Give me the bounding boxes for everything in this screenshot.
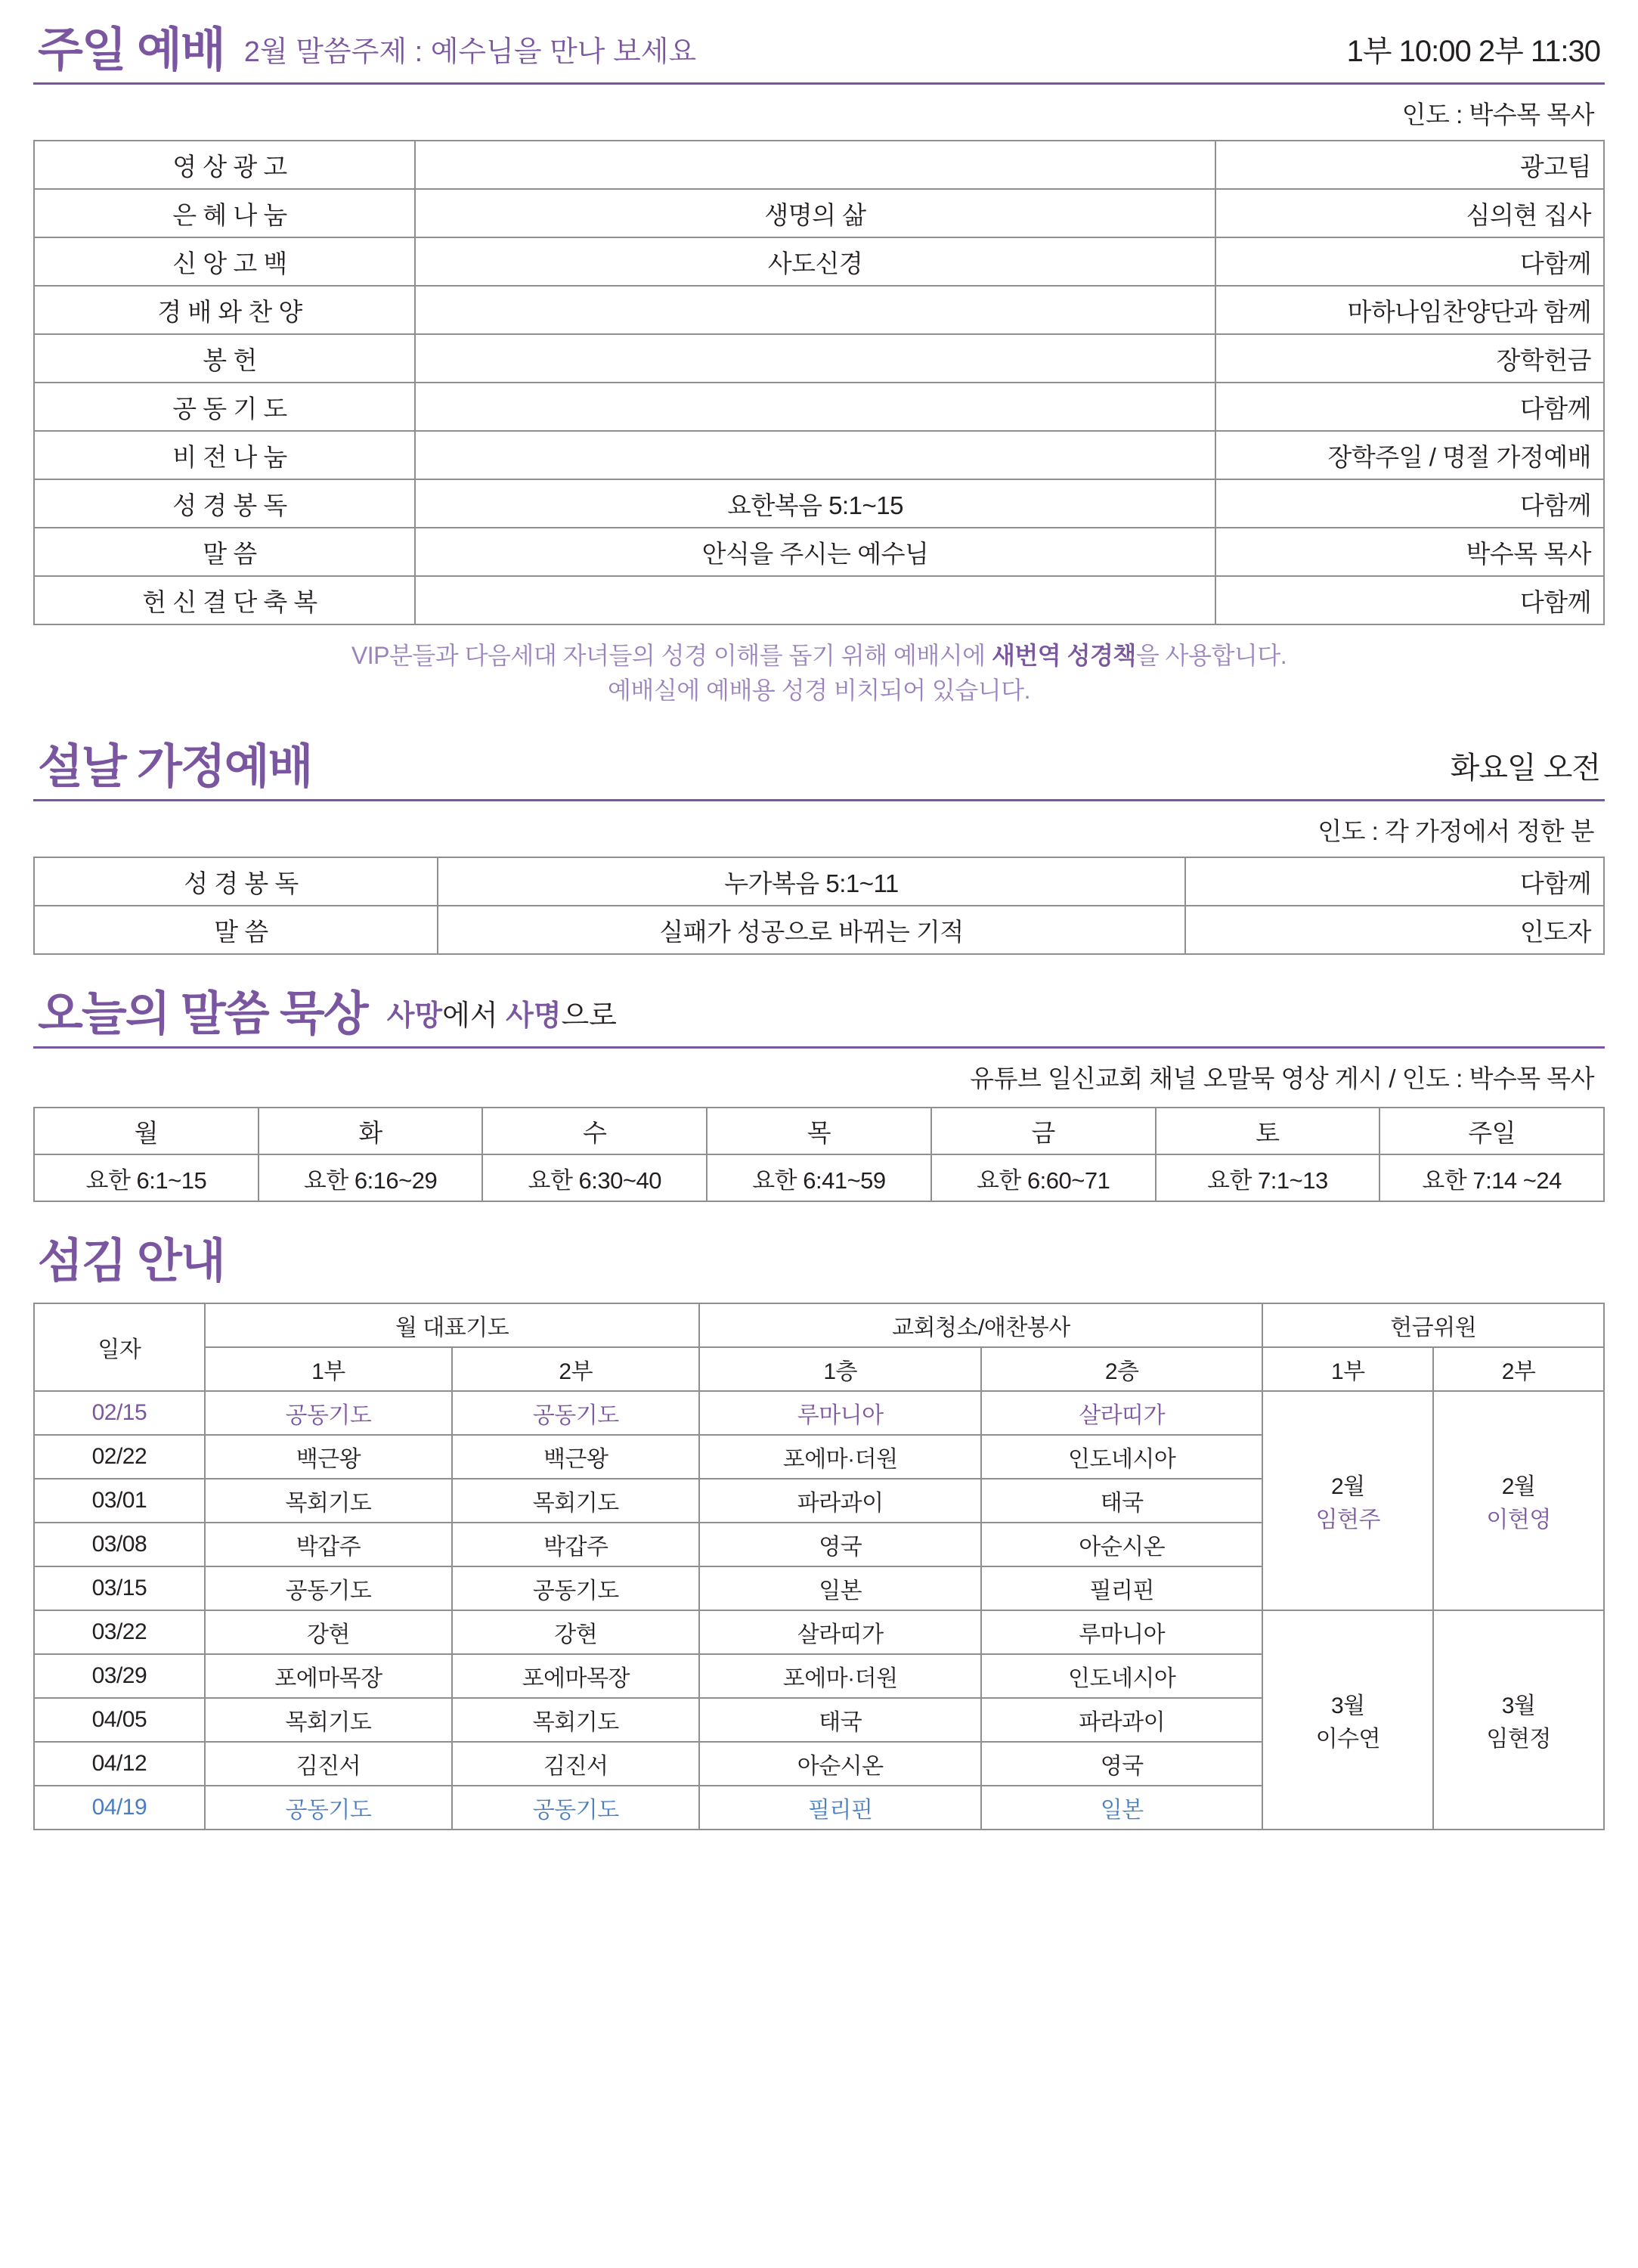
day-header: 주일 [1379,1108,1604,1154]
table-row [34,431,1604,479]
duty-prayer-2: 백근왕 [452,1435,699,1479]
family-worship-title: 설날 가정예배 [38,740,312,793]
header-offering-1: 1부 [1262,1347,1433,1391]
row-label: 영 상 광 고 [34,141,415,189]
offering-mar-name-1: 이수연 [1315,1727,1381,1752]
table-row [34,383,1604,431]
offering-feb-month-2: 2월 [1501,1474,1536,1500]
row-label: 성 경 봉 독 [34,479,415,528]
header-clean-1: 1층 [699,1347,981,1391]
offering-feb-name-1: 임현주 [1315,1507,1381,1533]
row-content: 사도신경 [415,237,1215,286]
passage-cell: 요한 7:1~13 [1156,1154,1380,1201]
day-header: 월 [34,1108,259,1154]
row-person: 다함께 [1215,237,1604,286]
duty-clean-1: 루마니아 [699,1391,981,1435]
table-row [34,906,1604,954]
row-content: 생명의 삶 [415,189,1215,237]
duty-date: 02/15 [34,1391,205,1435]
meditation-title: 오늘의 말씀 묵상 [38,988,367,1041]
duty-clean-1: 필리핀 [699,1786,981,1830]
meditation-subtitle [387,1001,617,1039]
day-header: 목 [707,1108,931,1154]
table-row [34,334,1604,383]
row-person: 다함께 [1215,479,1604,528]
row-label: 성 경 봉 독 [34,857,438,906]
duty-prayer-2: 공동기도 [452,1786,699,1830]
row-person: 마하나임찬양단과 함께 [1215,286,1604,334]
row-label: 공 동 기 도 [34,383,415,431]
note-text-a: VIP분들과 다음세대 자녀들의 성경 이해를 돕기 위해 예배시에 [351,642,992,670]
duty-prayer-2: 강현 [452,1610,699,1654]
table-header-row [34,1303,1604,1347]
note-highlight: 새번역 성경책 [991,642,1136,670]
duty-date: 03/15 [34,1566,205,1610]
row-content: 요한복음 5:1~15 [415,479,1215,528]
table-row [34,1154,1604,1201]
duty-clean-1: 일본 [699,1566,981,1610]
duty-prayer-1: 김진서 [205,1742,452,1786]
duty-clean-2: 영국 [981,1742,1263,1786]
row-content: 안식을 주시는 예수님 [415,528,1215,576]
duty-date: 04/12 [34,1742,205,1786]
row-content [415,383,1215,431]
row-label: 헌 신 결 단 축 복 [34,576,415,624]
table-row [34,141,1604,189]
sunday-worship-header [33,26,1605,75]
table-subheader-row [34,1347,1604,1391]
family-worship-leader: 인도 : 각 가정에서 정한 분 [1318,817,1594,846]
duty-clean-2: 루마니아 [981,1610,1263,1654]
row-label: 신 앙 고 백 [34,237,415,286]
duty-clean-2: 필리핀 [981,1566,1263,1610]
offering-feb-2 [1433,1391,1604,1610]
duty-date: 03/29 [34,1654,205,1698]
duty-prayer-1: 목회기도 [205,1479,452,1523]
offering-feb-month-1: 2월 [1330,1474,1365,1500]
row-content: 누가복음 5:1~11 [438,857,1185,906]
duty-clean-1: 파라과이 [699,1479,981,1523]
header-prayer-1: 1부 [205,1347,452,1391]
duty-clean-2: 살라띠가 [981,1391,1263,1435]
row-person: 다함께 [1215,383,1604,431]
offering-mar-month-1: 3월 [1330,1693,1365,1719]
duty-prayer-1: 목회기도 [205,1698,452,1742]
table-header-row [34,1108,1604,1154]
passage-cell: 요한 7:14 ~24 [1379,1154,1604,1201]
row-content [415,141,1215,189]
duty-prayer-2: 공동기도 [452,1391,699,1435]
duty-prayer-1: 공동기도 [205,1566,452,1610]
day-header: 화 [259,1108,483,1154]
meditation-subtitle-c: 사명 [506,1000,562,1033]
duty-prayer-1: 공동기도 [205,1786,452,1830]
duty-clean-1: 포에마·더원 [699,1654,981,1698]
meditation-table [33,1107,1605,1202]
row-person: 장학주일 / 명절 가정예배 [1215,431,1604,479]
row-person: 심의현 집사 [1215,189,1604,237]
duty-clean-2: 태국 [981,1479,1263,1523]
note-text-c: 을 사용합니다. [1135,642,1287,670]
sunday-worship-leader: 인도 : 박수목 목사 [1401,101,1594,129]
offering-mar-2 [1433,1610,1604,1830]
offering-mar-1 [1262,1610,1433,1830]
header-group-prayer: 월 대표기도 [205,1303,700,1347]
duty-date: 02/22 [34,1435,205,1479]
sunday-worship-subtitle-topic: 예수님을 만나 보세요 [430,36,697,69]
row-person: 장학헌금 [1215,334,1604,383]
duty-clean-2: 아순시온 [981,1523,1263,1566]
row-label: 말 씀 [34,906,438,954]
duty-prayer-2: 포에마목장 [452,1654,699,1698]
header-prayer-2: 2부 [452,1347,699,1391]
bible-version-note [33,639,1605,708]
duty-clean-2: 인도네시아 [981,1435,1263,1479]
row-content [415,286,1215,334]
duty-title: 섬김 안내 [38,1235,224,1288]
row-content [415,576,1215,624]
row-content: 실패가 성공으로 바뀌는 기적 [438,906,1185,954]
sunday-worship-subtitle [244,37,696,75]
row-content [415,431,1215,479]
sunday-worship-title: 주일 예배 [38,24,224,76]
passage-cell: 요한 6:16~29 [259,1154,483,1201]
table-row [34,286,1604,334]
sunday-worship-subtitle-prefix: 2월 말씀주제 : [243,36,431,69]
duty-prayer-2: 박갑주 [452,1523,699,1566]
duty-table [33,1303,1605,1830]
passage-cell: 요한 6:1~15 [34,1154,259,1201]
table-row [34,1610,1604,1654]
duty-date: 04/05 [34,1698,205,1742]
duty-clean-1: 태국 [699,1698,981,1742]
table-row [34,857,1604,906]
duty-prayer-1: 포에마목장 [205,1654,452,1698]
duty-header [33,1237,1605,1286]
header-clean-2: 2층 [981,1347,1263,1391]
row-label: 경 배 와 찬 양 [34,286,415,334]
table-row [34,528,1604,576]
row-person: 인도자 [1185,906,1604,954]
day-header: 수 [482,1108,707,1154]
header-group-offering: 헌금위원 [1262,1303,1604,1347]
day-header: 금 [931,1108,1156,1154]
passage-cell: 요한 6:60~71 [931,1154,1156,1201]
row-person: 박수목 목사 [1215,528,1604,576]
row-content [415,334,1215,383]
header-date: 일자 [34,1303,205,1391]
duty-prayer-1: 백근왕 [205,1435,452,1479]
offering-mar-name-2: 임현정 [1486,1727,1551,1752]
passage-cell: 요한 6:41~59 [707,1154,931,1201]
row-person: 다함께 [1185,857,1604,906]
header-offering-2: 2부 [1433,1347,1604,1391]
family-worship-table [33,857,1605,955]
meditation-subtitle-d: 으로 [561,1000,617,1033]
duty-prayer-1: 박갑주 [205,1523,452,1566]
row-label: 은 혜 나 눔 [34,189,415,237]
sunday-worship-table [33,140,1605,625]
row-label: 말 씀 [34,528,415,576]
family-worship-time: 화요일 오전 [1450,751,1600,785]
duty-prayer-1: 강현 [205,1610,452,1654]
duty-clean-1: 영국 [699,1523,981,1566]
row-label: 봉 헌 [34,334,415,383]
table-row [34,189,1604,237]
duty-clean-2: 일본 [981,1786,1263,1830]
duty-prayer-2: 공동기도 [452,1566,699,1610]
duty-date: 03/08 [34,1523,205,1566]
sunday-worship-times: 1부 10:00 2부 11:30 [1346,35,1600,69]
duty-prayer-2: 목회기도 [452,1479,699,1523]
offering-feb-1 [1262,1391,1433,1610]
table-row [34,576,1604,624]
duty-clean-2: 인도네시아 [981,1654,1263,1698]
duty-clean-1: 아순시온 [699,1742,981,1786]
table-row [34,479,1604,528]
duty-date: 03/22 [34,1610,205,1654]
duty-prayer-2: 목회기도 [452,1698,699,1742]
meditation-subtitle-a: 사망 [386,1000,443,1033]
note-line-2: 예배실에 예배용 성경 비치되어 있습니다. [608,676,1030,704]
meditation-subtitle-b: 에서 [442,1000,506,1033]
duty-prayer-1: 공동기도 [205,1391,452,1435]
duty-clean-2: 파라과이 [981,1698,1263,1742]
duty-clean-1: 살라띠가 [699,1610,981,1654]
table-row [34,237,1604,286]
table-row [34,1391,1604,1435]
duty-clean-1: 포에마·더원 [699,1435,981,1479]
passage-cell: 요한 6:30~40 [482,1154,707,1201]
meditation-info: 유튜브 일신교회 채널 오말묵 영상 게시 / 인도 : 박수목 목사 [970,1064,1594,1093]
duty-date: 04/19 [34,1786,205,1830]
meditation-header [33,990,1605,1039]
row-label: 비 전 나 눔 [34,431,415,479]
duty-prayer-2: 김진서 [452,1742,699,1786]
row-person: 다함께 [1215,576,1604,624]
offering-mar-month-2: 3월 [1501,1693,1536,1719]
row-person: 광고팀 [1215,141,1604,189]
family-worship-header [33,742,1605,792]
day-header: 토 [1156,1108,1380,1154]
duty-date: 03/01 [34,1479,205,1523]
header-group-cleaning: 교회청소/애찬봉사 [699,1303,1262,1347]
offering-feb-name-2: 이현영 [1486,1507,1551,1533]
